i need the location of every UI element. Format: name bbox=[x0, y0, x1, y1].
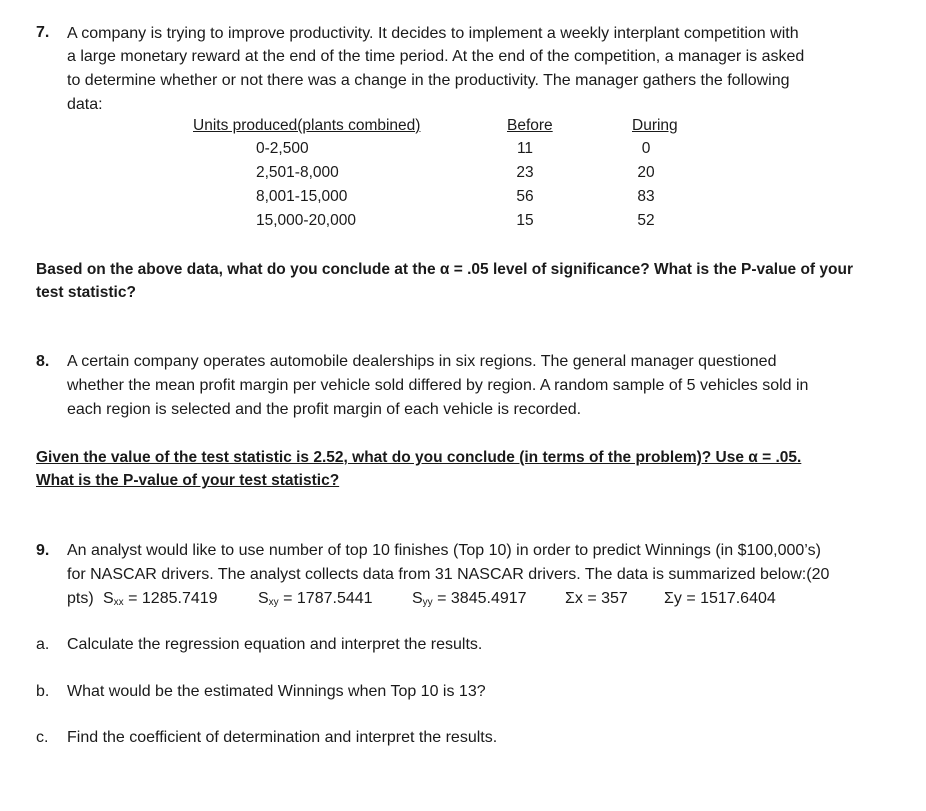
table-row-2-range: 2,501-8,000 bbox=[256, 164, 339, 181]
question-8-prompt-line-2: What is the P-value of your test statistic? bbox=[36, 472, 340, 489]
table-row-1-during: 0 bbox=[641, 140, 651, 157]
table-header-units: Units produced(plants combined) bbox=[193, 117, 421, 134]
table-header-before: Before bbox=[507, 117, 553, 134]
question-8-line-3: each region is selected and the profit margin of each vehicle is recorded. bbox=[67, 401, 582, 418]
question-8-line-1: A certain company operates automobile dealerships in six regions. The general manager questioned bbox=[67, 353, 777, 370]
table-row-3-range: 8,001-15,000 bbox=[256, 188, 348, 205]
table-header-during: During bbox=[632, 117, 678, 134]
stat-syy: $S_{yy} = 3845.4917$ bbox=[412, 590, 527, 608]
question-7-prompt-line-2: test statistic? bbox=[36, 284, 136, 301]
question-7-line-2: a large monetary reward at the end of the time period. At the end of the competition, a manager is asked bbox=[67, 48, 805, 65]
question-7-line-4: data: bbox=[67, 96, 103, 113]
part-c-text: Find the coefficient of determination and interpret the results. bbox=[67, 729, 498, 746]
table-row-1-before: 11 bbox=[516, 140, 534, 157]
stat-sxy: $S_{xy} = 1787.5441$ bbox=[258, 590, 373, 608]
table-row-3-before: 56 bbox=[516, 188, 534, 205]
question-7-line-3: to determine whether or not there was a change in the productivity. The manager gathers the following bbox=[67, 72, 790, 89]
question-8-number: 8. bbox=[36, 353, 50, 370]
stat-sum-y: Σy = 1517.6404 bbox=[664, 590, 776, 607]
part-c-letter: c. bbox=[36, 729, 49, 746]
question-7-prompt-line-1: Based on the above data, what do you conclude at the α = .05 level of significance? What is the P-value of your bbox=[36, 261, 853, 278]
table-row-1-range: 0-2,500 bbox=[256, 140, 309, 157]
part-b-letter: b. bbox=[36, 683, 50, 700]
stat-sxx: $S_{xx} = 1285.7419$ bbox=[103, 590, 218, 608]
table-row-2-during: 20 bbox=[637, 164, 655, 181]
stat-sum-x: Σx = 357 bbox=[565, 590, 628, 607]
part-b-text: What would be the estimated Winnings when Top 10 is 13? bbox=[67, 683, 486, 700]
table-row-3-during: 83 bbox=[637, 188, 655, 205]
question-8-line-2: whether the mean profit margin per vehicle sold differed by region. A random sample of 5 vehicles sold in bbox=[67, 377, 809, 394]
table-row-4-during: 52 bbox=[637, 212, 655, 229]
question-9-number: 9. bbox=[36, 542, 50, 559]
table-row-2-before: 23 bbox=[516, 164, 534, 181]
part-a-letter: a. bbox=[36, 636, 50, 653]
question-7-line-1: A company is trying to improve productivity. It decides to implement a weekly interplant competition with bbox=[67, 25, 799, 42]
question-7-number: 7. bbox=[36, 24, 50, 41]
question-9-line-1: An analyst would like to use number of top 10 finishes (Top 10) in order to predict Winnings (in $100,000’s) bbox=[67, 542, 821, 559]
stats-prefix: pts) bbox=[67, 590, 94, 607]
table-row-4-range: 15,000-20,000 bbox=[256, 212, 356, 229]
question-8-prompt-line-1: Given the value of the test statistic is 2.52, what do you conclude (in terms of the problem)? Use α = .05. bbox=[36, 449, 802, 466]
question-9-line-2: for NASCAR drivers. The analyst collects data from 31 NASCAR drivers. The data is summarized below:(20 bbox=[67, 566, 830, 583]
table-row-4-before: 15 bbox=[516, 212, 534, 229]
part-a-text: Calculate the regression equation and interpret the results. bbox=[67, 636, 483, 653]
